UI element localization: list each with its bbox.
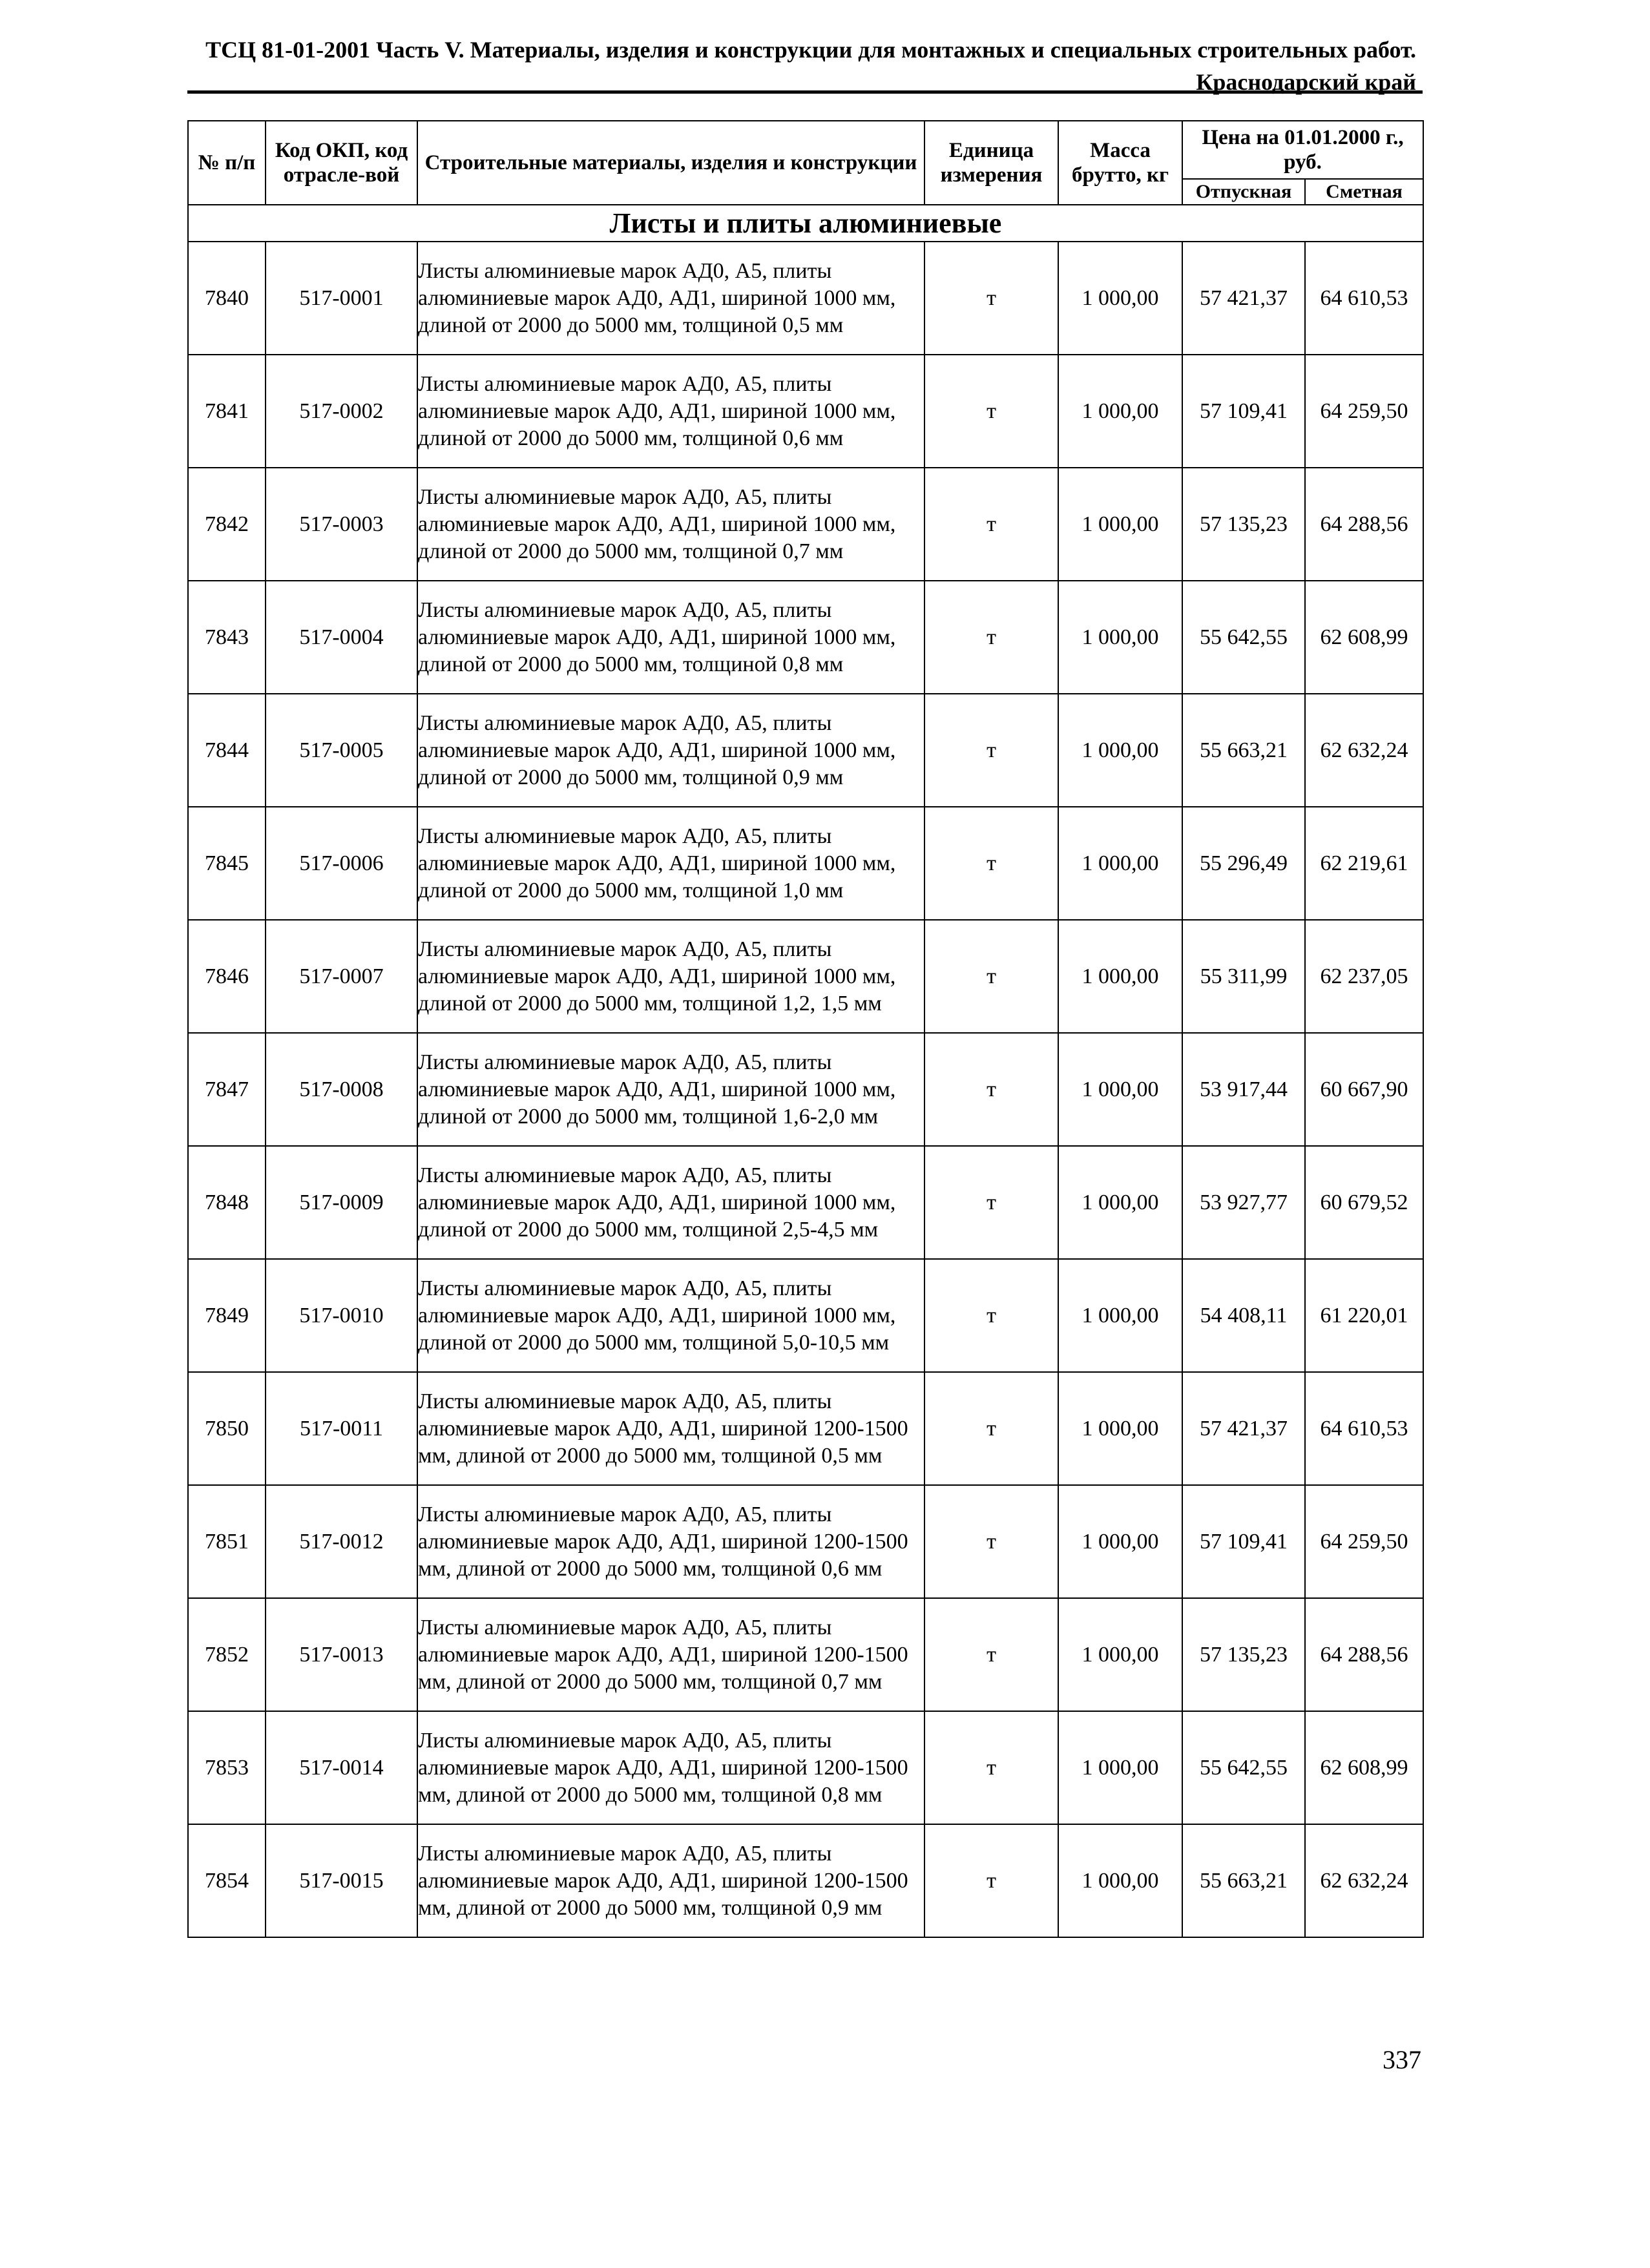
row-description: Листы алюминиевые марок АД0, А5, плиты алюминиевые марок АД0, АД1, шириной 1000 мм, длиной от 2000 до 5000 мм, толщиной 0,7 мм [417, 468, 924, 581]
table-row [188, 920, 1423, 1033]
row-unit: т [924, 1598, 1058, 1711]
row-description: Листы алюминиевые марок АД0, А5, плиты алюминиевые марок АД0, АД1, шириной 1000 мм, длиной от 2000 до 5000 мм, толщиной 0,8 мм [417, 581, 924, 694]
row-mass: 1 000,00 [1058, 807, 1182, 920]
row-number: 7852 [188, 1598, 266, 1711]
row-unit: т [924, 1711, 1058, 1824]
column-header-estimate-price: Сметная [1305, 179, 1423, 205]
row-mass: 1 000,00 [1058, 242, 1182, 355]
row-number: 7844 [188, 694, 266, 807]
row-mass: 1 000,00 [1058, 920, 1182, 1033]
row-number: 7845 [188, 807, 266, 920]
column-header-mass: Масса брутто, кг [1058, 121, 1182, 205]
row-number: 7854 [188, 1824, 266, 1937]
row-number: 7848 [188, 1146, 266, 1259]
row-estimate-price: 64 259,50 [1305, 1485, 1423, 1598]
row-release-price: 55 296,49 [1182, 807, 1305, 920]
row-unit: т [924, 468, 1058, 581]
row-mass: 1 000,00 [1058, 1259, 1182, 1372]
row-estimate-price: 60 679,52 [1305, 1146, 1423, 1259]
row-release-price: 53 917,44 [1182, 1033, 1305, 1146]
row-code: 517-0011 [266, 1372, 417, 1485]
row-estimate-price: 62 219,61 [1305, 807, 1423, 920]
row-estimate-price: 62 608,99 [1305, 1711, 1423, 1824]
row-number: 7850 [188, 1372, 266, 1485]
table-row [188, 694, 1423, 807]
row-description: Листы алюминиевые марок АД0, А5, плиты алюминиевые марок АД0, АД1, шириной 1000 мм, длиной от 2000 до 5000 мм, толщиной 1,2, 1,5 мм [417, 920, 924, 1033]
row-release-price: 57 135,23 [1182, 468, 1305, 581]
row-mass: 1 000,00 [1058, 694, 1182, 807]
table-row [188, 1259, 1423, 1372]
row-description: Листы алюминиевые марок АД0, А5, плиты алюминиевые марок АД0, АД1, шириной 1000 мм, длиной от 2000 до 5000 мм, толщиной 0,9 мм [417, 694, 924, 807]
header-title: ТСЦ 81-01-2001 Часть V. Материалы, изделия и конструкции для монтажных и специальных строительных работ. [205, 37, 1416, 63]
row-mass: 1 000,00 [1058, 1372, 1182, 1485]
row-mass: 1 000,00 [1058, 1711, 1182, 1824]
header-region: Краснодарский край [1196, 69, 1416, 95]
price-table [187, 120, 1424, 1938]
row-code: 517-0003 [266, 468, 417, 581]
table-row [188, 1824, 1423, 1937]
row-mass: 1 000,00 [1058, 1824, 1182, 1937]
row-number: 7853 [188, 1711, 266, 1824]
row-code: 517-0001 [266, 242, 417, 355]
row-mass: 1 000,00 [1058, 1598, 1182, 1711]
row-code: 517-0009 [266, 1146, 417, 1259]
row-description: Листы алюминиевые марок АД0, А5, плиты алюминиевые марок АД0, АД1, шириной 1200-1500 мм, длиной от 2000 до 5000 мм, толщиной 0,7 мм [417, 1598, 924, 1711]
row-release-price: 55 642,55 [1182, 1711, 1305, 1824]
row-estimate-price: 64 610,53 [1305, 242, 1423, 355]
row-mass: 1 000,00 [1058, 1033, 1182, 1146]
row-description: Листы алюминиевые марок АД0, А5, плиты алюминиевые марок АД0, АД1, шириной 1000 мм, длиной от 2000 до 5000 мм, толщиной 1,0 мм [417, 807, 924, 920]
row-code: 517-0014 [266, 1711, 417, 1824]
column-header-price: Цена на 01.01.2000 г., руб. [1182, 121, 1423, 179]
row-unit: т [924, 1485, 1058, 1598]
table-row [188, 1598, 1423, 1711]
row-description: Листы алюминиевые марок АД0, А5, плиты алюминиевые марок АД0, АД1, шириной 1000 мм, длиной от 2000 до 5000 мм, толщиной 0,5 мм [417, 242, 924, 355]
row-release-price: 54 408,11 [1182, 1259, 1305, 1372]
row-description: Листы алюминиевые марок АД0, А5, плиты алюминиевые марок АД0, АД1, шириной 1200-1500 мм, длиной от 2000 до 5000 мм, толщиной 0,8 мм [417, 1711, 924, 1824]
row-unit: т [924, 1372, 1058, 1485]
row-code: 517-0004 [266, 581, 417, 694]
row-release-price: 57 135,23 [1182, 1598, 1305, 1711]
table-row [188, 1485, 1423, 1598]
row-description: Листы алюминиевые марок АД0, А5, плиты алюминиевые марок АД0, АД1, шириной 1000 мм, длиной от 2000 до 5000 мм, толщиной 5,0-10,5 мм [417, 1259, 924, 1372]
section-title: Листы и плиты алюминиевые [188, 205, 1423, 242]
row-estimate-price: 64 259,50 [1305, 355, 1423, 468]
column-header-unit: Единица измерения [924, 121, 1058, 205]
row-estimate-price: 64 610,53 [1305, 1372, 1423, 1485]
row-number: 7847 [188, 1033, 266, 1146]
row-number: 7846 [188, 920, 266, 1033]
row-estimate-price: 62 632,24 [1305, 694, 1423, 807]
row-unit: т [924, 1146, 1058, 1259]
row-code: 517-0002 [266, 355, 417, 468]
row-release-price: 57 109,41 [1182, 355, 1305, 468]
row-mass: 1 000,00 [1058, 1146, 1182, 1259]
row-description: Листы алюминиевые марок АД0, А5, плиты алюминиевые марок АД0, АД1, шириной 1200-1500 мм, длиной от 2000 до 5000 мм, толщиной 0,6 мм [417, 1485, 924, 1598]
row-description: Листы алюминиевые марок АД0, А5, плиты алюминиевые марок АД0, АД1, шириной 1000 мм, длиной от 2000 до 5000 мм, толщиной 2,5-4,5 мм [417, 1146, 924, 1259]
table-row [188, 581, 1423, 694]
row-unit: т [924, 1259, 1058, 1372]
row-release-price: 55 311,99 [1182, 920, 1305, 1033]
row-unit: т [924, 920, 1058, 1033]
row-release-price: 55 663,21 [1182, 694, 1305, 807]
table-row [188, 1372, 1423, 1485]
row-unit: т [924, 355, 1058, 468]
table-row [188, 1146, 1423, 1259]
row-description: Листы алюминиевые марок АД0, А5, плиты алюминиевые марок АД0, АД1, шириной 1000 мм, длиной от 2000 до 5000 мм, толщиной 0,6 мм [417, 355, 924, 468]
row-release-price: 57 109,41 [1182, 1485, 1305, 1598]
row-number: 7842 [188, 468, 266, 581]
table-row [188, 468, 1423, 581]
column-header-code: Код ОКП, код отрасле-вой [266, 121, 417, 205]
row-code: 517-0012 [266, 1485, 417, 1598]
row-estimate-price: 64 288,56 [1305, 1598, 1423, 1711]
row-code: 517-0015 [266, 1824, 417, 1937]
row-number: 7843 [188, 581, 266, 694]
table-row [188, 1033, 1423, 1146]
row-mass: 1 000,00 [1058, 468, 1182, 581]
table-row [188, 807, 1423, 920]
column-header-release-price: Отпускная [1182, 179, 1305, 205]
column-header-description: Строительные материалы, изделия и конструкции [417, 121, 924, 205]
header-divider [187, 90, 1423, 94]
row-estimate-price: 62 608,99 [1305, 581, 1423, 694]
table-row [188, 242, 1423, 355]
table-row [188, 355, 1423, 468]
row-mass: 1 000,00 [1058, 355, 1182, 468]
row-code: 517-0007 [266, 920, 417, 1033]
row-description: Листы алюминиевые марок АД0, А5, плиты алюминиевые марок АД0, АД1, шириной 1200-1500 мм, длиной от 2000 до 5000 мм, толщиной 0,9 мм [417, 1824, 924, 1937]
row-code: 517-0008 [266, 1033, 417, 1146]
row-estimate-price: 64 288,56 [1305, 468, 1423, 581]
column-header-num: № п/п [188, 121, 266, 205]
row-mass: 1 000,00 [1058, 1485, 1182, 1598]
row-unit: т [924, 694, 1058, 807]
row-release-price: 53 927,77 [1182, 1146, 1305, 1259]
row-number: 7851 [188, 1485, 266, 1598]
row-description: Листы алюминиевые марок АД0, А5, плиты алюминиевые марок АД0, АД1, шириной 1000 мм, длиной от 2000 до 5000 мм, толщиной 1,6-2,0 мм [417, 1033, 924, 1146]
row-release-price: 55 642,55 [1182, 581, 1305, 694]
table-row [188, 1711, 1423, 1824]
row-unit: т [924, 807, 1058, 920]
row-estimate-price: 60 667,90 [1305, 1033, 1423, 1146]
row-estimate-price: 61 220,01 [1305, 1259, 1423, 1372]
row-estimate-price: 62 632,24 [1305, 1824, 1423, 1937]
row-code: 517-0013 [266, 1598, 417, 1711]
page-header [124, 34, 1416, 98]
row-number: 7840 [188, 242, 266, 355]
row-unit: т [924, 1824, 1058, 1937]
row-number: 7841 [188, 355, 266, 468]
row-unit: т [924, 1033, 1058, 1146]
row-release-price: 57 421,37 [1182, 242, 1305, 355]
row-unit: т [924, 242, 1058, 355]
row-description: Листы алюминиевые марок АД0, А5, плиты алюминиевые марок АД0, АД1, шириной 1200-1500 мм, длиной от 2000 до 5000 мм, толщиной 0,5 мм [417, 1372, 924, 1485]
row-code: 517-0006 [266, 807, 417, 920]
row-number: 7849 [188, 1259, 266, 1372]
row-release-price: 55 663,21 [1182, 1824, 1305, 1937]
row-estimate-price: 62 237,05 [1305, 920, 1423, 1033]
row-code: 517-0005 [266, 694, 417, 807]
row-code: 517-0010 [266, 1259, 417, 1372]
row-unit: т [924, 581, 1058, 694]
row-mass: 1 000,00 [1058, 581, 1182, 694]
page-number: 337 [1383, 2045, 1421, 2074]
row-release-price: 57 421,37 [1182, 1372, 1305, 1485]
